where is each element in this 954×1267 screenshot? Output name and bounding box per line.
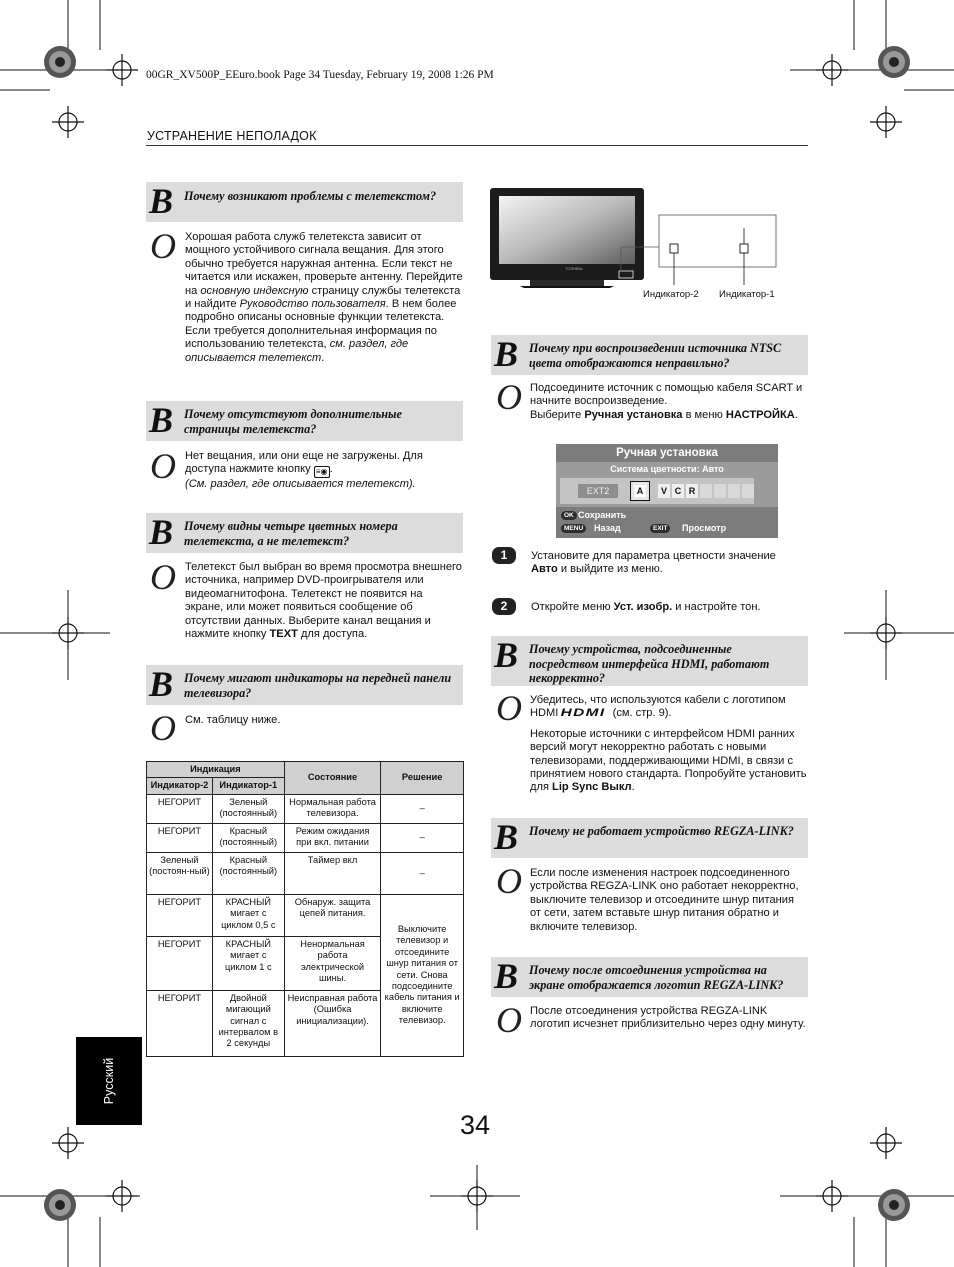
- tv-stand-base: [520, 286, 614, 288]
- menu-row: [560, 478, 754, 504]
- char-slot[interactable]: V: [658, 484, 670, 498]
- answer-text: Убедитесь, что используются кабели с логотипом HDMI HDMI (см. стр. 9). Некоторые источники с интерфейсом HDMI ранних версий могут некорректно работать с новыми телевизорами, поддерживающими HDMI, в связи с принятием нового стандарта. Попробуйте установить для Lip Sync Выкл.: [530, 694, 807, 794]
- question-marker: В: [149, 664, 174, 704]
- back-label[interactable]: Назад: [594, 523, 621, 533]
- answer-text: Хорошая работа служб телетекста зависит от мощного устойчивого сигнала вещания. Для этого обычно требуется наружная антенна. Если текст не читается или искажен, проверьте антенну. Перейдите на основную индексную страницу службы телетекста и найдите Руководство пользователя. В нем более подробно описаны основные функции телетекста. Если требуется дополнительная информация по использованию телетекста, см. раздел, где описывается телетекст.: [185, 231, 463, 364]
- step-number: 2: [492, 598, 516, 615]
- question-bar: [146, 401, 463, 441]
- manual-setup-menu: [556, 444, 778, 538]
- menu-subtitle: Система цветности: Авто: [610, 464, 724, 474]
- hdmi-logo: HDMI: [561, 707, 606, 720]
- table-header-solution: Решение: [381, 762, 464, 795]
- question-bar: [146, 513, 463, 553]
- answer-text: Если после изменения настроек подсоединенного устройства REGZA-LINK оно работает некорректно, выключите телевизор и отсоедините шнур питания от сети, затем вставьте шнур питания обратно и включите телевизор.: [530, 867, 799, 933]
- answer-marker: О: [150, 226, 176, 266]
- table-header-ind2: Индикатор-2: [147, 778, 213, 794]
- header-rule: [146, 145, 808, 146]
- question-bar: [491, 957, 808, 997]
- answer-marker: О: [496, 377, 522, 417]
- language-tab-label: Русский: [102, 1057, 116, 1105]
- indicator-2-label: Индикатор-2: [643, 289, 699, 300]
- table-header-indication: Индикация: [147, 762, 285, 778]
- answer-text: После отсоединения устройства REGZA-LINK логотип исчезнет приблизительно через одну минуту.: [530, 1005, 806, 1031]
- table-row: НЕГОРИТ Красный (постоянный) Режим ожидания при вкл. питании –: [147, 823, 464, 852]
- question-marker: В: [494, 956, 519, 996]
- table-header-state: Состояние: [284, 762, 381, 795]
- char-slot[interactable]: [714, 484, 726, 498]
- answer-marker: О: [496, 861, 522, 901]
- ok-key-icon: OK: [561, 511, 577, 520]
- table-row: НЕГОРИТ Двойной мигающий сигнал с интервалом в 2 секунды Неисправная работа (Ошибка инициализации).: [147, 990, 464, 1056]
- question-marker: В: [149, 181, 174, 221]
- char-slot[interactable]: [742, 484, 754, 498]
- question-text: Почему после отсоединения устройства на экране отображается логотип REGZA-LINK?: [529, 963, 784, 992]
- char-slot[interactable]: [700, 484, 712, 498]
- table-merged-solution: Выключите телевизор и отсоедините шнур питания от сети. Снова подсоедините кабель питания и включите телевизор.: [381, 894, 464, 1056]
- char-cursor[interactable]: A: [630, 481, 650, 501]
- menu-footer: [556, 507, 778, 538]
- question-text: Почему не работает устройство REGZA-LINK?: [529, 824, 794, 838]
- table-header-ind1: Индикатор-1: [212, 778, 284, 794]
- question-marker: В: [149, 400, 174, 440]
- menu-title: Ручная установка: [556, 444, 778, 462]
- table-row: НЕГОРИТ КРАСНЫЙ мигает с циклом 0,5 с Обнаруж. защита цепей питания. Выключите телевизор и отсоедините шнур питания от сети. Снова подсоедините кабель питания и включите телевизор.: [147, 894, 464, 936]
- page-number: 34: [460, 1110, 491, 1140]
- table-row: Зеленый (постоян-ный) Красный (постоянный) Таймер вкл –: [147, 852, 464, 894]
- section-title: УСТРАНЕНИЕ НЕПОЛАДОК: [147, 129, 317, 143]
- answer-marker: О: [150, 446, 176, 486]
- answer-text: Подсоедините источник с помощью кабеля SCART и начните воспроизведение. Выберите Ручная установка в меню НАСТРОЙКА.: [530, 382, 803, 421]
- step-text: Установите для параметра цветности значение Авто и выйдите из меню.: [531, 550, 776, 576]
- tv-screen: [499, 196, 635, 264]
- question-marker: В: [149, 512, 174, 552]
- question-marker: В: [494, 334, 519, 374]
- tv-illustration: [490, 188, 810, 303]
- answer-marker: О: [150, 557, 176, 597]
- answer-marker: О: [496, 688, 522, 728]
- question-bar: [491, 335, 808, 375]
- question-text: Почему возникают проблемы с телетекстом?: [184, 189, 437, 203]
- view-label[interactable]: Просмотр: [682, 523, 727, 533]
- answer-marker: О: [496, 1000, 522, 1040]
- answer-text: См. таблицу ниже.: [185, 714, 281, 726]
- indicator-1-label: Индикатор-1: [719, 289, 775, 300]
- exit-key-icon: EXIT: [650, 524, 670, 533]
- step-text: Откройте меню Уст. изобр. и настройте тон.: [531, 601, 761, 613]
- char-slot[interactable]: [728, 484, 740, 498]
- question-bar: [491, 636, 808, 686]
- question-bar: [146, 182, 463, 222]
- tv-stand-neck: [530, 280, 604, 286]
- question-text: Почему видны четыре цветных номера телетекста, а не телетекст?: [184, 519, 398, 548]
- language-tab: [76, 1037, 142, 1125]
- teletext-button-icon: ≡◉: [314, 466, 330, 478]
- char-slots: [658, 484, 754, 498]
- step-number: 1: [492, 547, 516, 564]
- menu-key-icon: MENU: [561, 524, 586, 533]
- question-bar: [491, 818, 808, 858]
- table-row: НЕГОРИТ КРАСНЫЙ мигает с циклом 1 с Ненормальная работа электрической шины.: [147, 936, 464, 990]
- answer-marker: О: [150, 708, 176, 748]
- ok-label[interactable]: Сохранить: [578, 510, 627, 520]
- print-slug: 00GR_XV500P_EEuro.book Page 34 Tuesday, February 19, 2008 1:26 PM: [146, 69, 494, 81]
- question-text: Почему мигают индикаторы на передней панели телевизора?: [184, 671, 452, 700]
- answer-text: Нет вещания, или они еще не загружены. Для доступа нажмите кнопку ≡◉ . (См. раздел, где описывается телетекст).: [185, 450, 423, 491]
- tv-indicator-zoom: [659, 215, 776, 267]
- char-slot[interactable]: C: [672, 484, 684, 498]
- question-marker: В: [494, 635, 519, 675]
- answer-text: Телетекст был выбран во время просмотра внешнего источника, например DVD-проигрывателя или видеомагнитофона. Телетекст не появится на экране, или может появиться сообщение об отсутствии данных. Выберите канал вещания и нажмите кнопку TEXT для доступа.: [185, 561, 462, 641]
- question-marker: В: [494, 817, 519, 857]
- indicator-table: [146, 761, 464, 1057]
- char-slot[interactable]: R: [686, 484, 698, 498]
- table-row: НЕГОРИТ Зеленый (постоянный) Нормальная работа телевизора. –: [147, 794, 464, 823]
- question-text: Почему при воспроизведении источника NTSC цвета отображаются неправильно?: [529, 341, 782, 370]
- question-text: Почему устройства, подсоединенные посредством интерфейса HDMI, работают некорректно?: [529, 642, 770, 685]
- tv-brand: TOSHIBA: [565, 266, 583, 271]
- source-field[interactable]: EXT2: [578, 484, 618, 498]
- question-text: Почему отсутствуют дополнительные страницы телетекста?: [184, 407, 402, 436]
- question-bar: [146, 665, 463, 705]
